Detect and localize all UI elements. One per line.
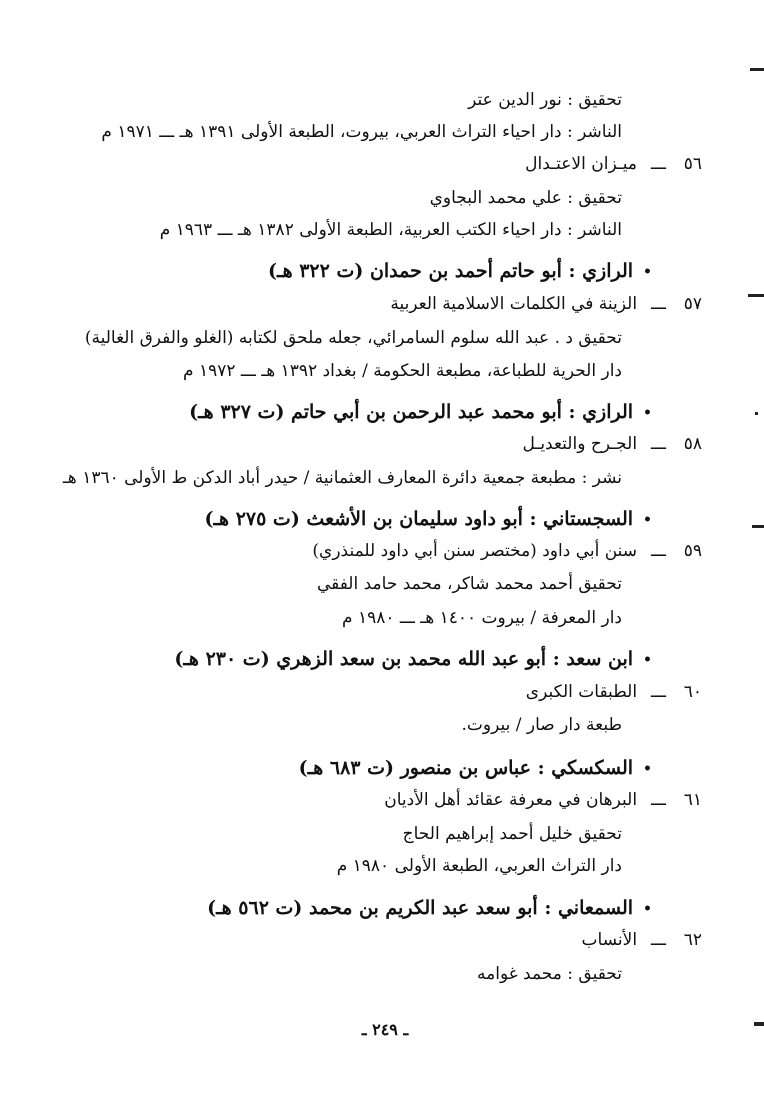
- entry-58: [522, 430, 702, 458]
- entry-number: ٥٩: [683, 541, 702, 561]
- bullet-icon: •: [643, 652, 652, 668]
- bullet-icon: •: [643, 264, 652, 280]
- entry-61: [384, 786, 702, 814]
- scan-mark: [752, 525, 764, 528]
- entry-title: الجـرح والتعديـل: [522, 434, 638, 454]
- author-heading: [204, 505, 652, 534]
- scan-mark: [750, 68, 764, 71]
- scan-mark: [755, 412, 758, 415]
- entry-dash: ـــ: [651, 541, 666, 561]
- entry-title: البرهان في معرفة عقائد أهل الأديان: [384, 790, 638, 810]
- author-name: السمعاني : أبو سعد عبد الكريم بن محمد (ت ٥٦٢ هـ): [207, 897, 634, 919]
- text-line: تحقيق د . عبد الله سلوم السامرائي، جعله ملحق لكتابه (الغلو والفرق الغالية): [84, 328, 622, 348]
- text-line: دار التراث العربي، الطبعة الأولى ١٩٨٠ م: [336, 856, 622, 876]
- text-line: تحقيق خليل أحمد إبراهيم الحاج: [402, 824, 622, 844]
- entry-title: ميـزان الاعتـدال: [525, 154, 638, 174]
- entry-title: الأنساب: [581, 930, 638, 950]
- entry-dash: ـــ: [651, 434, 666, 454]
- entry-number: ٥٨: [683, 434, 702, 454]
- author-heading: [174, 645, 652, 674]
- author-name: الرازي : أبو محمد عبد الرحمن بن أبي حاتم (ت ٣٢٧ هـ): [189, 401, 634, 423]
- text-line: طبعة دار صار / بيروت.: [461, 715, 622, 735]
- entry-dash: ـــ: [651, 682, 666, 702]
- author-heading: [207, 894, 652, 923]
- entry-number: ٥٧: [683, 294, 702, 314]
- author-heading: [268, 257, 652, 286]
- entry-60: [526, 678, 702, 706]
- entry-number: ٦١: [683, 790, 702, 810]
- entry-title: الزينة في الكلمات الاسلامية العربية: [390, 294, 638, 314]
- text-line: الناشر : دار احياء التراث العربي، بيروت، الطبعة الأولى ١٣٩١ هـ ـــ ١٩٧١ م: [101, 122, 622, 142]
- page-number: ـ ٢٤٩ ـ: [361, 1020, 409, 1039]
- entry-title: سنن أبي داود (مختصر سنن أبي داود للمنذري): [312, 541, 638, 561]
- scan-mark: [754, 1022, 764, 1026]
- author-name: السكسكي : عباس بن منصور (ت ٦٨٣ هـ): [298, 757, 634, 779]
- entry-title: الطبقات الكبرى: [525, 682, 638, 702]
- entry-57: [390, 290, 702, 318]
- text-line: تحقيق : محمد غوامه: [477, 964, 622, 984]
- entry-number: ٦٢: [683, 930, 702, 950]
- text-line: تحقيق أحمد محمد شاكر، محمد حامد الفقي: [316, 574, 622, 594]
- bullet-icon: •: [643, 761, 652, 777]
- entry-number: ٦٠: [683, 682, 702, 702]
- entry-dash: ـــ: [651, 790, 666, 810]
- text-line: تحقيق : نور الدين عتر: [468, 90, 622, 110]
- text-line: الناشر : دار احياء الكتب العربية، الطبعة الأولى ١٣٨٢ هـ ـــ ١٩٦٣ م: [159, 220, 622, 240]
- entry-dash: ـــ: [651, 294, 666, 314]
- text-line: دار المعرفة / بيروت ١٤٠٠ هـ ـــ ١٩٨٠ م: [342, 608, 622, 628]
- text-line: تحقيق : علي محمد البجاوي: [429, 188, 622, 208]
- author-heading: [189, 398, 652, 427]
- entry-dash: ـــ: [651, 154, 666, 174]
- entry-dash: ـــ: [651, 930, 666, 950]
- text-line: دار الحرية للطباعة، مطبعة الحكومة / بغداد ١٣٩٢ هـ ـــ ١٩٧٢ م: [183, 361, 622, 381]
- scan-mark: [748, 294, 764, 297]
- entry-59: [312, 537, 702, 565]
- text-line: نشر : مطبعة جمعية دائرة المعارف العثمانية / حيدر أباد الدكن ط الأولى ١٣٦٠ هـ: [62, 468, 622, 488]
- author-heading: [299, 754, 652, 783]
- entry-56: [525, 150, 702, 178]
- author-name: ابن سعد : أبو عبد الله محمد بن سعد الزهري (ت ٢٣٠ هـ): [174, 648, 634, 670]
- entry-62: [582, 926, 702, 954]
- bullet-icon: •: [643, 901, 652, 917]
- author-name: الرازي : أبو حاتم أحمد بن حمدان (ت ٣٢٢ هـ): [268, 260, 634, 282]
- bullet-icon: •: [643, 405, 652, 421]
- entry-number: ٥٦: [683, 154, 702, 174]
- author-name: السجستاني : أبو داود سليمان بن الأشعث (ت ٢٧٥ هـ): [204, 508, 634, 530]
- bullet-icon: •: [643, 512, 652, 528]
